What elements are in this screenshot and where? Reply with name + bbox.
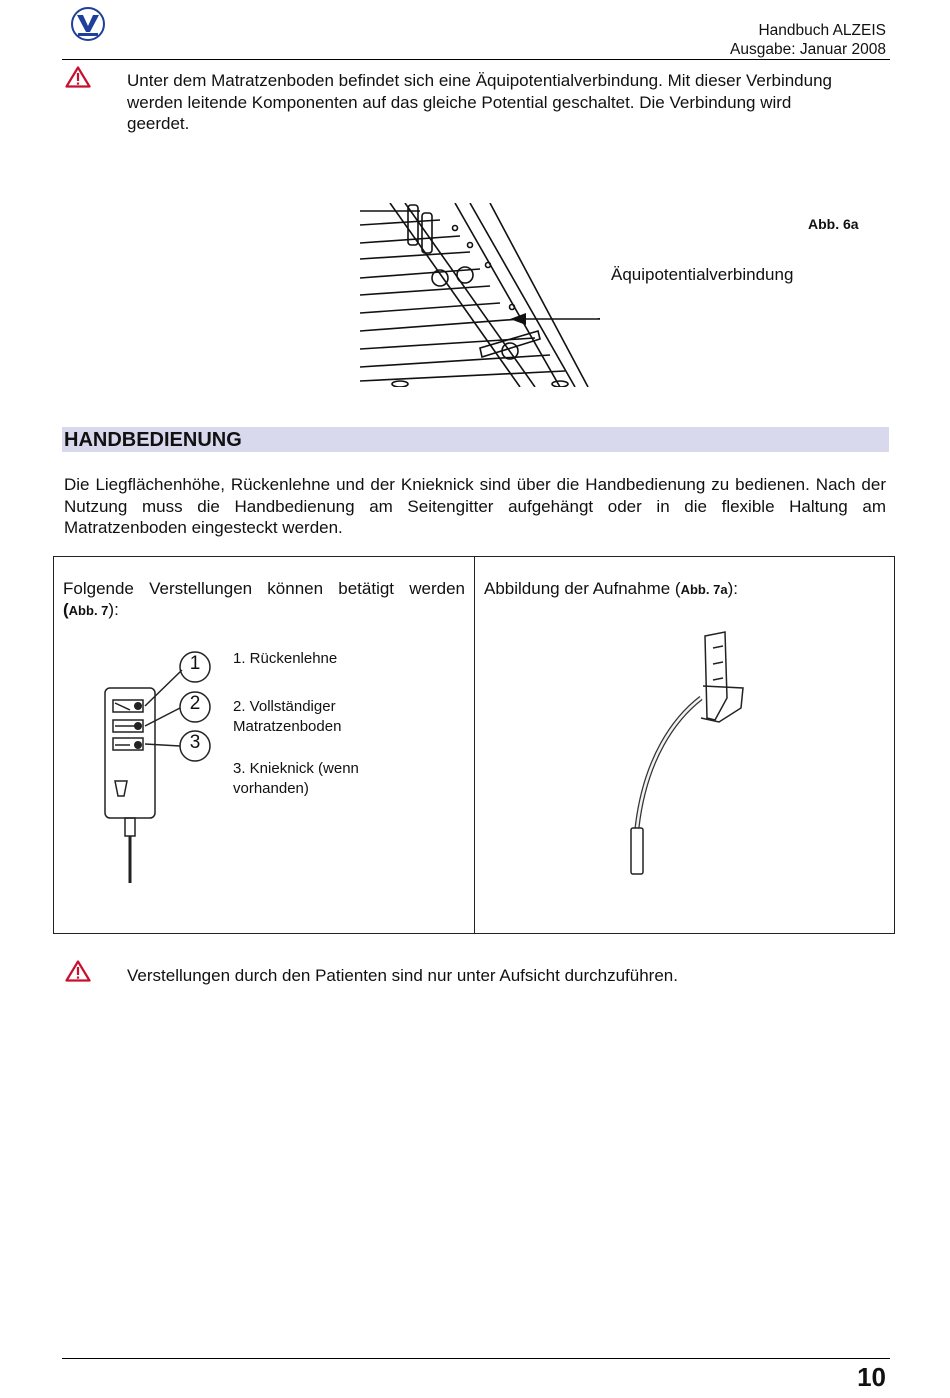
- callout-number-2: 2: [189, 693, 201, 714]
- callout-number-3: 3: [189, 732, 201, 753]
- footer-rule: [62, 1358, 890, 1359]
- warning-line: Unter dem Matratzenboden befindet sich eine Äquipotentialverbindung. Mit dieser Verbindung: [127, 71, 833, 90]
- figure-ref-7a: Abb. 7a: [680, 582, 728, 597]
- header-rule: [62, 59, 890, 60]
- warning-line: werden leitende Komponenten auf das gleiche Potential geschaltet. Die Verbindung wird: [127, 92, 792, 112]
- left-cell-heading: Folgende Verstellungen können betätigt werden: [63, 579, 465, 598]
- callout-number-1: 1: [189, 653, 201, 674]
- table-column-divider: [474, 556, 475, 934]
- warning-triangle-icon: [65, 960, 91, 982]
- warning-potential-text: [127, 70, 897, 135]
- ref-paren-close: ):: [108, 600, 119, 619]
- warning-triangle-icon: [65, 66, 91, 88]
- section-paragraph: Die Liegflächenhöhe, Rückenlehne und der Knieknick sind über die Handbedienung zu bedienen. Nach der Nutzung muss die Handbedienung am Seitengitter aufgehängt oder in die flexible Haltung am Matratzenboden eingesteckt werden.: [64, 475, 886, 537]
- edition-date: Ausgabe: Januar 2008: [730, 41, 886, 58]
- section-title: HANDBEDIENUNG: [64, 429, 242, 451]
- warning-line: geerdet.: [127, 114, 190, 133]
- figure-caption-6a: Abb. 6a: [808, 216, 859, 232]
- left-cell-reference: [63, 599, 119, 622]
- manufacturer-logo: [70, 6, 106, 42]
- right-cell-heading: [484, 578, 738, 601]
- right-ref-close: ):: [727, 579, 738, 598]
- page-number: 10: [857, 1362, 886, 1392]
- legend-item-mattress-base: 2. Vollständiger Matratzenboden: [233, 698, 342, 735]
- holder-drawing: [615, 628, 755, 878]
- equipotential-label: Äquipotentialverbindung: [611, 265, 794, 284]
- arrow-tail: [598, 318, 600, 319]
- figure-ref-7: Abb. 7: [68, 603, 109, 618]
- hand-control-drawing: [100, 648, 218, 886]
- legend-item-backrest: 1. Rückenlehne: [233, 650, 338, 667]
- warning-supervision-text: Verstellungen durch den Patienten sind nur unter Aufsicht durchzuführen.: [127, 966, 678, 985]
- right-heading-text: Abbildung der Aufnahme (: [484, 579, 681, 598]
- bed-frame-drawing: [360, 203, 600, 387]
- legend-item-knee-bend: 3. Knieknick (wenn vorhanden): [233, 760, 359, 797]
- ref-paren-open: (: [63, 600, 69, 619]
- manual-title: Handbuch ALZEIS: [758, 22, 886, 39]
